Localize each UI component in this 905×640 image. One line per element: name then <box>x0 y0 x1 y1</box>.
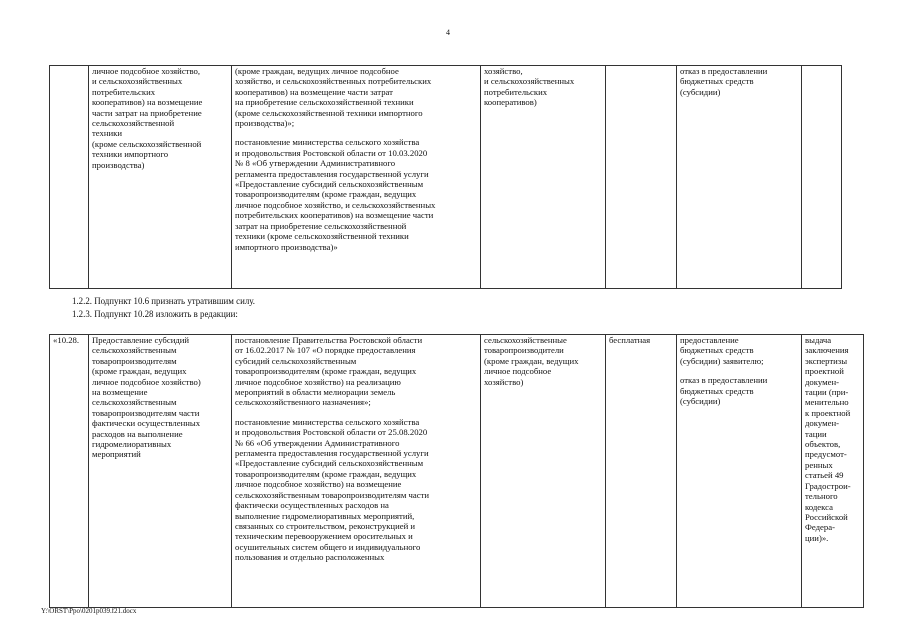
legal-act-paragraph: (кроме граждан, ведущих личное подсобное хозяйство, и сельскохозяйственных потребительских кооперативов) на возмещение части затрат на приобретение сельскохозяйственной техники (кроме сельскохозяйственной техники импортного производства)»; <box>235 66 432 129</box>
table-top-fragment <box>49 65 842 289</box>
cell-number <box>50 66 89 289</box>
cell-expertise: выдача заключения экспертизы проектной докумен- тации (при- менительно к проектной докумен- тации объектов, предусмот- ренных статьей 49 Градострои- тельного кодекса Российской Федера- ции)». <box>802 335 864 608</box>
table-item-10-28 <box>49 334 864 608</box>
footer-file-path: Y:\ORST\Ppo\0201p039.f21.docx <box>41 607 137 615</box>
legal-act-paragraph: постановление Правительства Ростовской области от 16.02.2017 № 107 «О порядке предоставления субсидий сельскохозяйственным товаропроизводителям (кроме граждан, ведущих личное подсобное хозяйство) на реализацию мероприятий в области мелиорации земель сельскохозяйственного назначения»; <box>235 335 423 408</box>
result-paragraph: отказ в предоставлении бюджетных средств (субсидии) <box>680 375 768 407</box>
cell-number: «10.28. <box>50 335 89 608</box>
cell-recipients: сельскохозяйственные товаропроизводители (кроме граждан, ведущих личное подсобное хозяйство) <box>481 335 606 608</box>
table-row <box>50 66 842 289</box>
cell-recipients: хозяйство, и сельскохозяйственных потребительских кооперативов) <box>481 66 606 289</box>
result-paragraph: предоставление бюджетных средств (субсидии) заявителю; <box>680 335 764 366</box>
amendment-line: 1.2.2. Подпункт 10.6 признать утратившим силу. <box>72 296 256 306</box>
cell-legal-acts <box>232 66 481 289</box>
legal-act-paragraph: постановление министерства сельского хозяйства и продовольствия Ростовской области от 10.03.2020 № 8 «Об утверждении Административного регламента предоставления государственной услуги «Предоставление субсидий сельскохозяйственным товаропроизводителям (кроме граждан, ведущих личное подсобное хозяйство, и сельскохозяйственных потребительских кооперативов) на возмещение части затрат на приобретение сельскохозяйственной техники (кроме сельскохозяйственной техники импортного производства)» <box>235 137 436 252</box>
cell-fee <box>606 66 677 289</box>
cell-legal-acts <box>232 335 481 608</box>
cell-result <box>677 335 802 608</box>
cell-fee: бесплатная <box>606 335 677 608</box>
legal-act-paragraph: постановление министерства сельского хозяйства и продовольствия Ростовской области от 25.08.2020 № 66 «Об утверждении Административного регламента предоставления государственной услуги «Предоставление субсидий сельскохозяйственным товаропроизводителям (кроме граждан, ведущих личное подсобное хозяйство) на возмещение сельскохозяйственным товаропроизводителям части фактически осуществленных расходов на выполнение гидромелиоративных мероприятий, связанных со строительством, реконструкцией и техническим перевооружением оросительных и осушительных систем общего и индивидуального пользования и отдельно расположенных <box>235 416 430 563</box>
table-row <box>50 335 864 608</box>
cell-result: отказ в предоставлении бюджетных средств (субсидии) <box>677 66 802 289</box>
cell-service-name: личное подсобное хозяйство, и сельскохозяйственных потребительских кооперативов) на возмещение части затрат на приобретение сельскохозяйственной техники (кроме сельскохозяйственной техники импортного производства) <box>89 66 232 289</box>
page-number: 4 <box>446 28 450 37</box>
cell-service-name: Предоставление субсидий сельскохозяйственным товаропроизводителям (кроме граждан, ведущих личное подсобное хозяйство) на возмещение сельскохозяйственным товаропроизводителям части фактически осуществленных расходов на выполнение гидромелиоративных мероприятий <box>89 335 232 608</box>
amendment-line: 1.2.3. Подпункт 10.28 изложить в редакции: <box>72 309 238 319</box>
cell-expertise <box>802 66 842 289</box>
